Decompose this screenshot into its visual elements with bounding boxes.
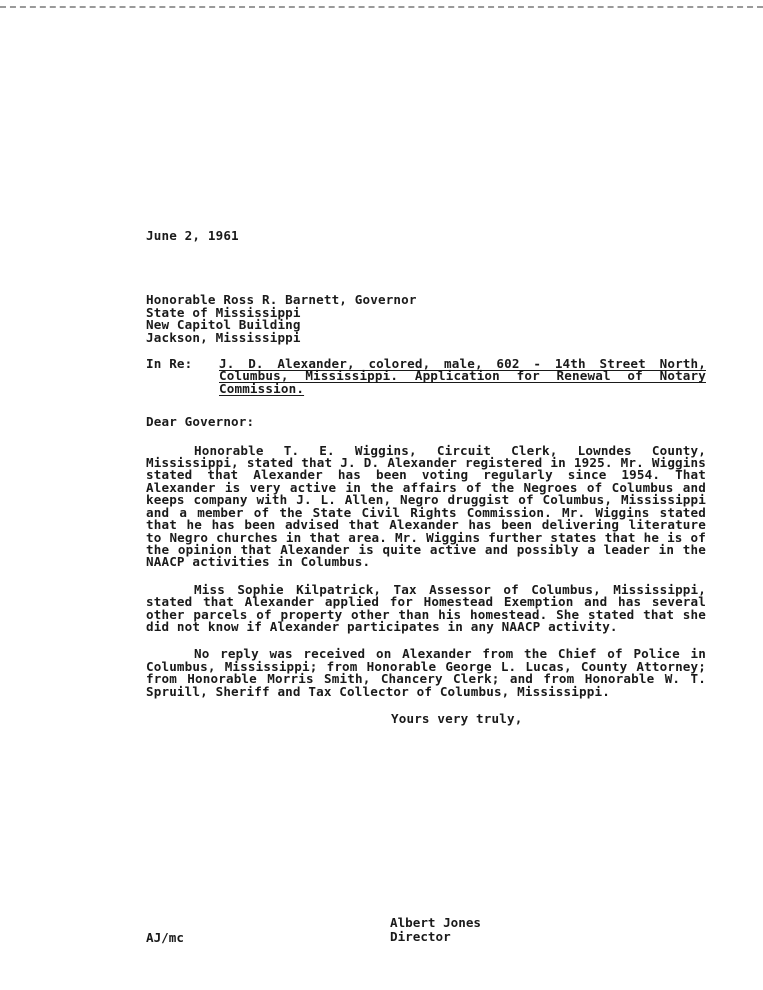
subject-line xyxy=(146,358,706,395)
complimentary-closing: Yours very truly, xyxy=(391,710,523,726)
reference-initials: AJ/mc xyxy=(146,930,184,945)
recipient-building-line: New Capitol Building xyxy=(146,317,301,333)
signature-block xyxy=(390,916,481,944)
recipient-name-line: Honorable Ross R. Barnett, Governor xyxy=(146,292,417,308)
paragraph-wiggins: Honorable T. E. Wiggins, Circuit Clerk, Lowndes County, Mississippi, stated that J. D. Alexander registered in 1925. Mr. Wiggins stated that Alexander has been voting regularly since 1954. That Alexander is very active in the affairs of the Negroes of Columbus and keeps company with J. L. Allen, Negro druggist of Columbus, Mississippi and a member of the State Civil Rights Commission. Mr. Wiggins stated that he has been advised that Alexander has been delivering literature to Negro churches in that area. Mr. Wiggins further states that he is of the opinion that Alexander is quite active and possibly a leader in the NAACP activities in Columbus. xyxy=(146,442,706,570)
letter-date: June 2, 1961 xyxy=(146,228,239,243)
paragraph-kilpatrick: Miss Sophie Kilpatrick, Tax Assessor of Columbus, Mississippi, stated that Alexander applied for Homestead Exemption and has several other parcels of property other than his homestead. She stated that she did not know if Alexander participates in any NAACP activity. xyxy=(146,581,706,634)
subject-text: J. D. Alexander, colored, male, 602 - 14th Street North, Columbus, Mississippi. Application for Renewal of Notary Commission. xyxy=(219,356,706,396)
letter-body xyxy=(146,230,706,725)
recipient-city-line: Jackson, Mississippi xyxy=(146,329,301,345)
recipient-address-block xyxy=(146,294,706,344)
recipient-state-line: State of Mississippi xyxy=(146,304,301,320)
page-top-edge-rule xyxy=(0,6,763,8)
signer-title: Director xyxy=(390,929,451,944)
signer-name: Albert Jones xyxy=(390,915,481,930)
paragraph-no-reply: No reply was received on Alexander from the Chief of Police in Columbus, Mississippi; from Honorable George L. Lucas, County Attorney; from Honorable Morris Smith, Chancery Clerk; and from Honorable W. T. Spruill, Sheriff and Tax Collector of Columbus, Mississippi. xyxy=(146,646,706,699)
subject-label: In Re: xyxy=(146,356,193,372)
salutation: Dear Governor: xyxy=(146,414,255,430)
